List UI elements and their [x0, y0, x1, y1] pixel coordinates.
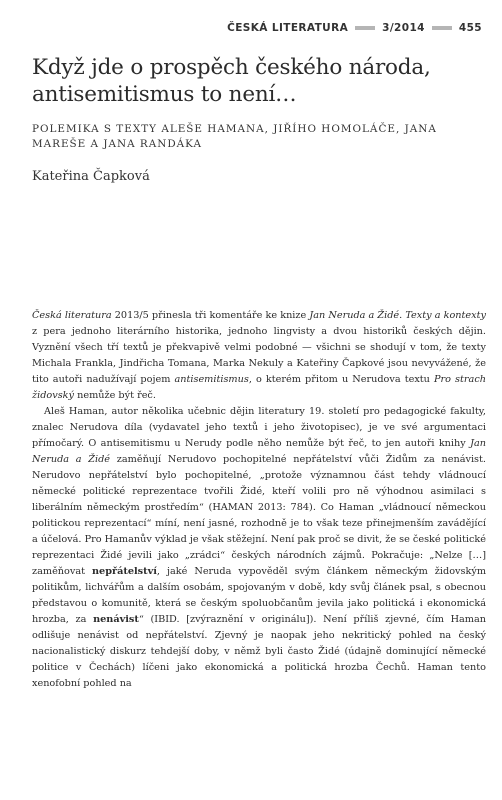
italic-text: Jan Neruda a Židé — [32, 438, 486, 465]
text-run: zaměňují Nerudovo pochopitelné nepřátelství vůči Židům za nenávist. Nerudovo nepřátelství bylo pochopitelné, „protože významnou část tehdy vládnoucí německé politické reprezentace tvořili Židé, kteří volili pro ně výhodnou asimilaci s liberálním německým prostředím“ (HAMAN 2013: 784). Co Haman „vládnoucí německou politickou reprezentací“ míní, není jasné, rozhodně je to však teze přinejmenším zavádějící a účelová. Pro Hamanův výklad je však stěžejní. Není pak proč se divit, že se české politické reprezentaci Židé jevili jako „zrádci“ českých národních zájmů. Pokračuje: „Nelze […] zaměňovat — [32, 454, 486, 577]
article-author: Kateřina Čapková — [32, 169, 150, 184]
running-header — [32, 20, 482, 36]
italic-text: Pro strach židovský — [32, 374, 486, 401]
italic-text: antisemitismus — [174, 374, 249, 385]
text-run: nemůže být řeč. — [74, 390, 156, 401]
text-run: Aleš Haman, autor několika učebnic dějin literatury 19. století pro pedagogické fakulty, znalec Nerudova díla (vydavatel jeho textů i jeho životopisec), je ve své argumentaci přímočarý. O antisemitismu u Nerudy podle něho nemůže být řeč, to jen autoři knihy — [32, 406, 486, 449]
issue-number: 3/2014 — [382, 22, 425, 34]
article-title: Když jde o prospěch českého národa, antisemitismus to není… — [32, 55, 431, 107]
text-run: “ (IBID. [zvýraznění v originálu]). Není příliš zjevné, čím Haman odlišuje nenávist od nepřátelství. Zjevný je naopak jeho nekritický pohled na český nacionalistický diskurz tehdejší doby, v němž byli často Židé (údajně dominující německé politice v Čechách) líčeni jako ekonomická a politická hrozba Čechů. Haman tento xenofobní pohled na — [32, 614, 487, 689]
journal-name: ČESKÁ LITERATURA — [227, 22, 349, 34]
italic-text: Jan Neruda a Židé. Texty a kontexty — [309, 310, 486, 321]
article-subtitle: POLEMIKA S TEXTY ALEŠE HAMANA, JIŘÍHO HOMOLÁČE, JANA MAREŠE A JANA RANDÁKA — [32, 123, 437, 150]
text-run: , o kterém přitom u Nerudova textu — [248, 374, 434, 385]
italic-text: Česká literatura — [32, 310, 112, 321]
text-run: 2013/5 přinesla tři komentáře ke knize — [111, 310, 310, 321]
bold-text: nepřátelství — [92, 566, 157, 577]
bold-text: nenávist — [93, 614, 139, 625]
header-divider — [432, 26, 452, 30]
paragraph — [32, 308, 486, 404]
paragraph — [32, 404, 486, 692]
article-body — [32, 308, 486, 692]
header-divider — [355, 26, 375, 30]
text-run: , jaké Neruda vypověděl svým článkem německým židovským politikům, lichvářům a dalším osobám, spojovaným v době, kdy svůj článek psal, s obecnou představou o komunitě, která se českým spoluobčanům jevila jako politická i ekonomická hrozba, za — [32, 566, 487, 625]
text-run: z pera jednoho literárního historika, jednoho lingvisty a dvou historiků českých dějin. Vyznění všech tří textů je překvapivě velmi podobné — všichni se shodují v tom, že texty Michala Frankla, Jindřicha Tomana, Marka Nekuly a Kateřiny Čapkové jsou nevyvážené, že tito autoři nadužívají pojem — [32, 326, 486, 385]
page-number: 455 — [458, 22, 482, 34]
